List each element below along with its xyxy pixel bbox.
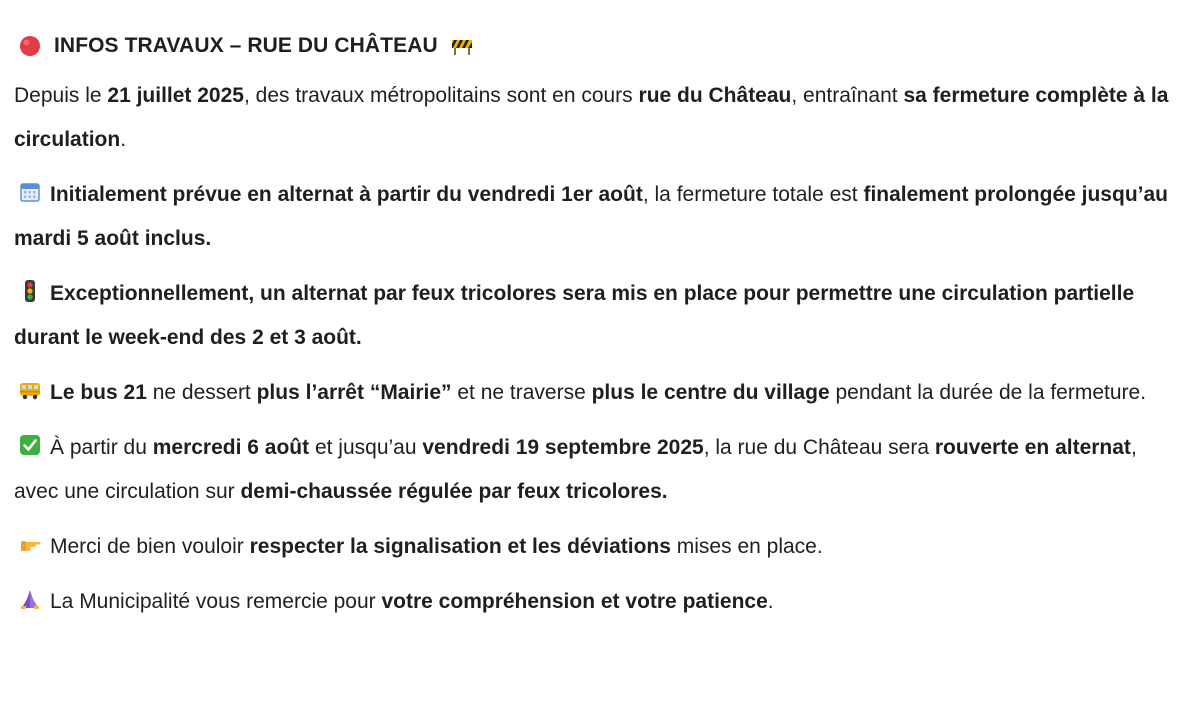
paragraph-thanks — [14, 580, 1180, 624]
text-chunk: À partir du — [50, 436, 153, 459]
bold-date: 21 juillet 2025 — [107, 84, 244, 107]
paragraph-intro — [14, 74, 1180, 162]
red-circle-icon — [18, 34, 42, 58]
text-chunk: , des travaux métropolitains sont en cours — [243, 84, 639, 107]
text-chunk: ne dessert — [146, 381, 257, 404]
bold-start-date: mercredi 6 août — [152, 436, 310, 459]
text-chunk: et ne traverse — [451, 381, 592, 404]
bold-stop: plus l’arrêt “Mairie” — [256, 381, 452, 404]
text-chunk: , avec une circulation sur — [14, 436, 1137, 503]
text-chunk: Merci de bien vouloir — [50, 535, 250, 558]
calendar-icon — [18, 180, 42, 204]
praying-hands-icon — [18, 587, 42, 611]
text-chunk: , entraînant — [791, 84, 904, 107]
text-chunk: . — [120, 128, 127, 151]
text-chunk: , la rue du Château sera — [703, 436, 935, 459]
post-title — [14, 26, 1180, 66]
text-chunk: pendant la durée de la fermeture. — [829, 381, 1147, 404]
construction-barrier-icon — [450, 34, 474, 58]
post-title-text: INFOS TRAVAUX – RUE DU CHÂTEAU — [54, 34, 438, 57]
text-chunk: La Municipalité vous remercie pour — [50, 590, 382, 613]
bold-patience: votre compréhension et votre patience — [381, 590, 768, 613]
paragraph-weekend — [14, 272, 1180, 360]
text-chunk: mises en place. — [670, 535, 823, 558]
paragraph-extension — [14, 173, 1180, 261]
pointing-hand-icon — [18, 532, 42, 556]
bold-weekend: Exceptionnellement, un alternat par feux tricolores sera mis en place pour permettre une circulation partielle durant le week-end des 2 et 3 août. — [14, 282, 1135, 349]
bold-extension: finalement prolongée jusqu’au mardi 5 août inclus. — [14, 183, 1168, 250]
traffic-light-icon — [18, 279, 42, 303]
bold-initial-plan: Initialement prévue en alternat à partir du vendredi 1er août — [50, 183, 643, 206]
text-chunk: . — [767, 590, 774, 613]
paragraph-bus — [14, 371, 1180, 415]
bold-half-road: demi-chaussée régulée par feux tricolores. — [240, 480, 668, 503]
bold-street: rue du Château — [638, 84, 792, 107]
bold-end-date: vendredi 19 septembre 2025 — [422, 436, 704, 459]
bold-bus: Le bus 21 — [50, 381, 147, 404]
paragraph-reopening — [14, 426, 1180, 514]
bold-signage: respecter la signalisation et les déviations — [249, 535, 671, 558]
paragraph-signage — [14, 525, 1180, 569]
bold-reopened: rouverte en alternat — [934, 436, 1131, 459]
bold-village-center: plus le centre du village — [591, 381, 830, 404]
bus-icon — [18, 378, 42, 402]
text-chunk: , la fermeture totale est — [642, 183, 864, 206]
check-mark-icon — [18, 433, 42, 457]
text-chunk: Depuis le — [14, 84, 108, 107]
text-chunk: et jusqu’au — [309, 436, 423, 459]
bold-closure: sa fermeture complète à la circulation — [14, 84, 1169, 151]
